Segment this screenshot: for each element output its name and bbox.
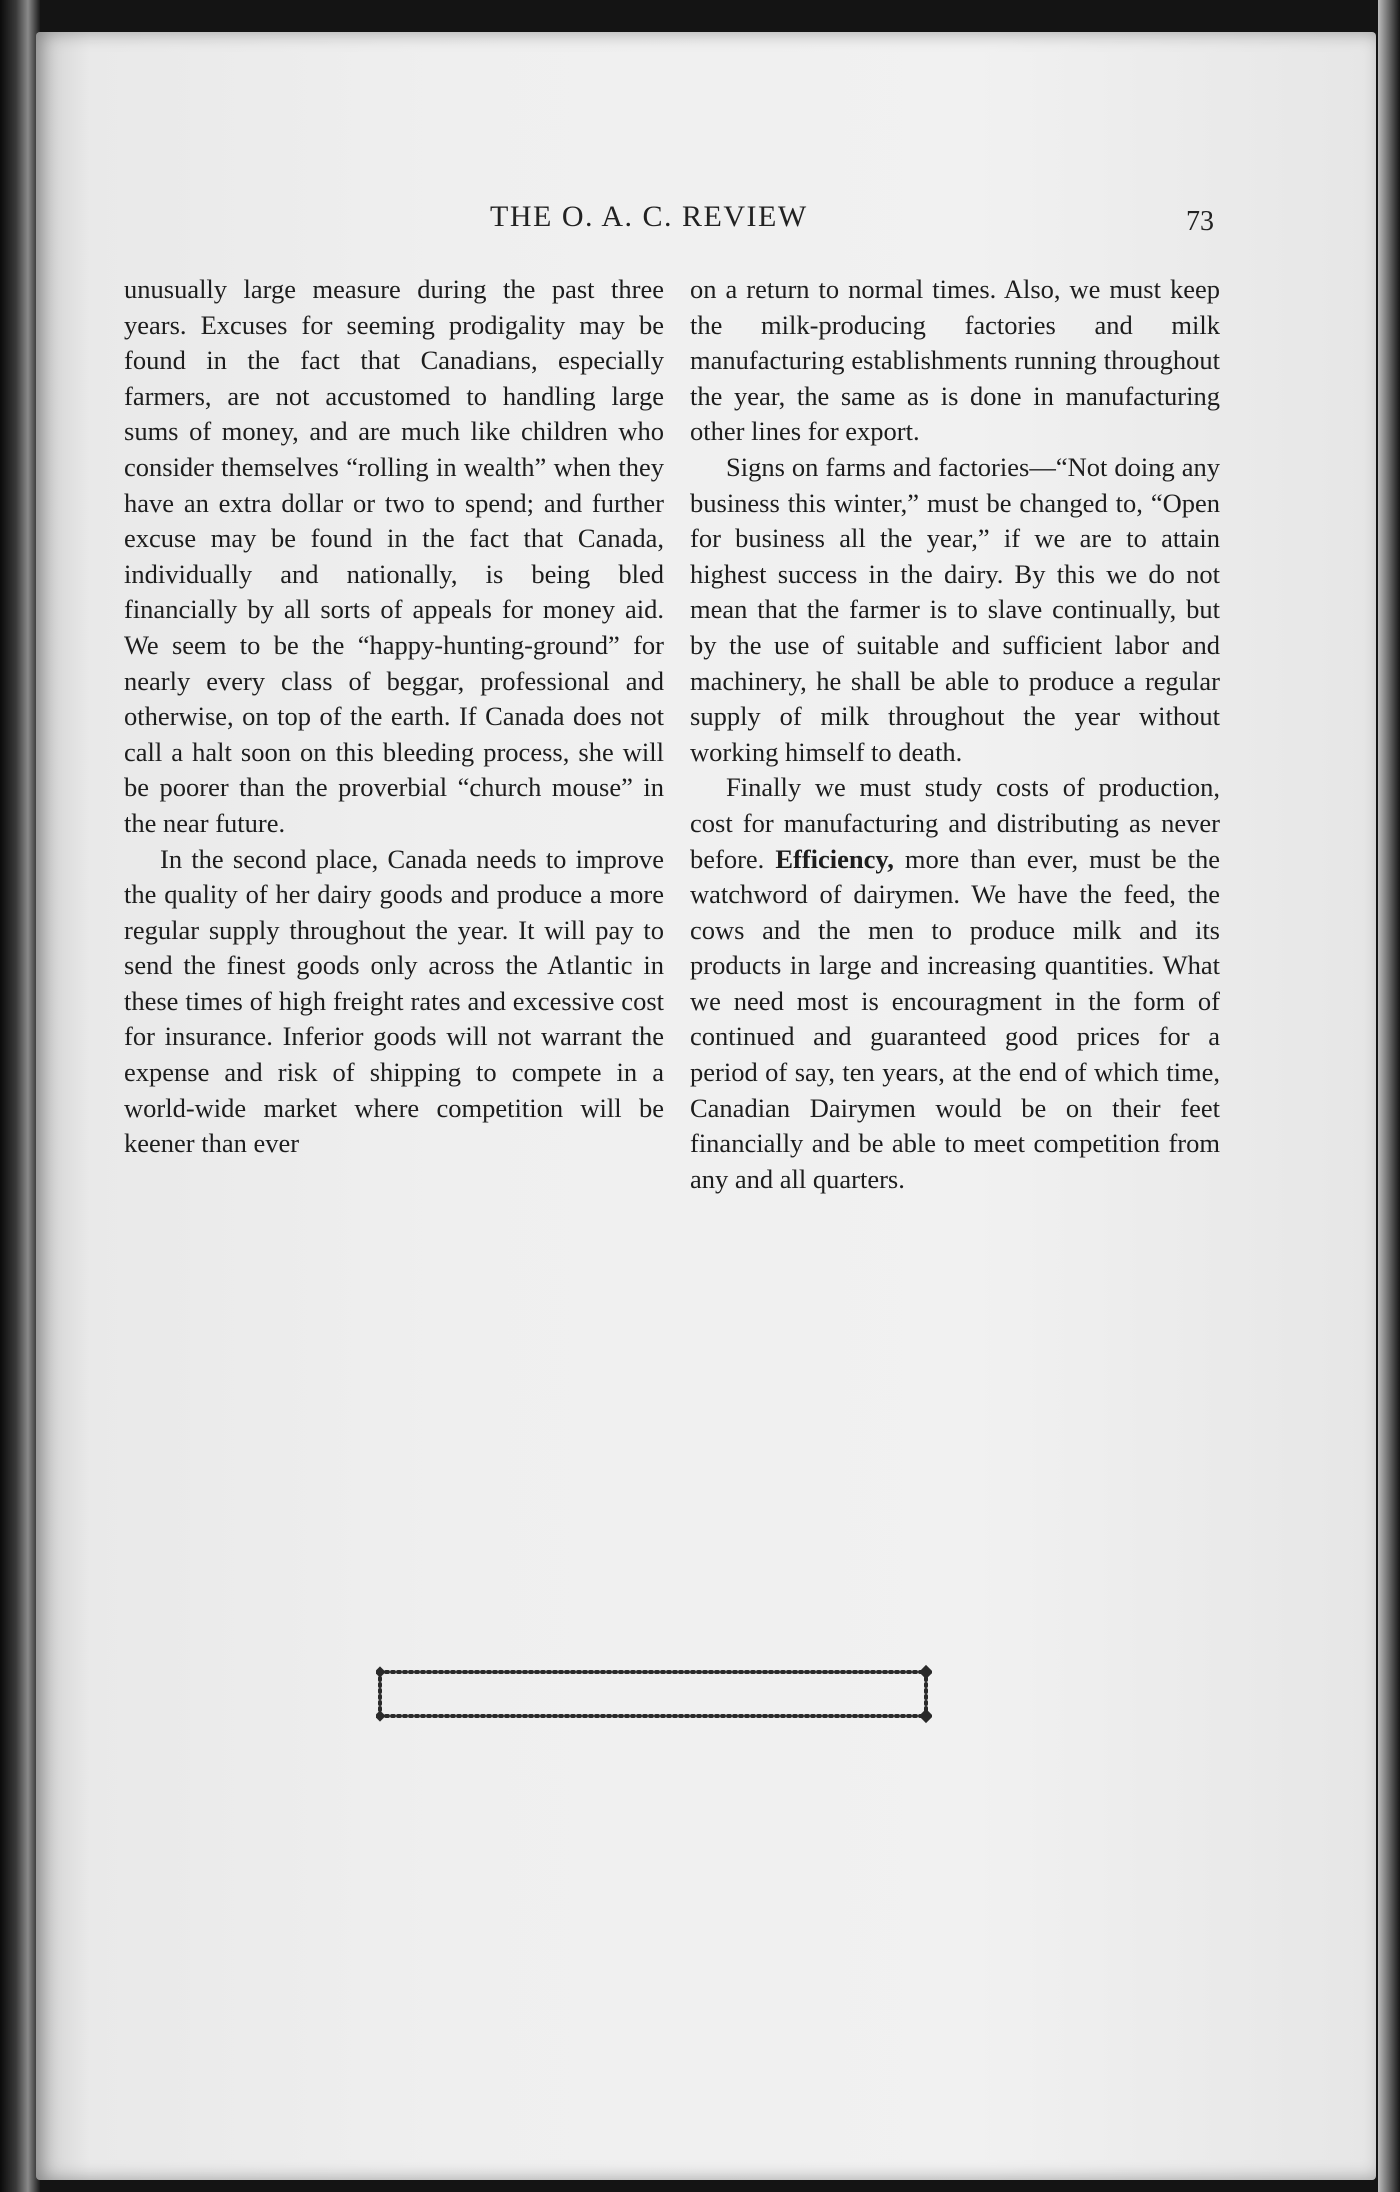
right-paragraph-2: Signs on farms and factories—“Not doing any business this winter,” must be changed to, “Open for business all the year,” if we are to attain highest success in the dairy. By this we do not mean that the farmer is to slave continually, but by the use of suitable and sufficient labor and machinery, he shall be able to produce a regular supply of milk throughout the year without working himself to death. [690, 451, 1220, 767]
right-paragraph-1: on a return to normal times. Also, we must keep the milk-producing factories and milk manufacturing establishments running throughout the year, the same as is done in manufacturing other lines for export. [690, 274, 1220, 447]
journal-title: THE O. A. C. REVIEW [490, 200, 808, 233]
right-paragraph-3-start: Finally we must study costs of production, cost for manufacturing and distributing as never before. [690, 772, 1220, 874]
page-edge-shadow [1378, 0, 1400, 2192]
left-paragraph-1: unusually large measure during the past three years. Excuses for seeming prodigality may be found in the fact that Canadians, especially farmers, are not accustomed to handling large sums of money, and are much like children who consider themselves “rolling in wealth” when they have an extra dollar or two to spend; and further excuse may be found in the fact that Canada, individually and nationally, is being bled financially by all sorts of appeals for money aid. We seem to be the “happy-hunting-ground” for nearly every class of beggar, professional and otherwise, on top of the earth. If Canada does not call a halt soon on this bleeding process, she will be poorer than the proverbial “church mouse” in the near future. [124, 274, 664, 838]
emphasis-efficiency: Efficiency, [775, 843, 894, 874]
right-paragraph-3 [690, 770, 1220, 1197]
right-column [690, 272, 1220, 1197]
left-paragraph-2: In the second place, Canada needs to improve the quality of her dairy goods and produce a more regular supply throughout the year. It will pay to send the finest goods only across the Atlantic in these times of high freight rates and excessive cost for insurance. Inferior goods will not warrant the expense and risk of shipping to compete in a world-wide market where competition will be keener than ever [124, 843, 664, 1159]
right-paragraph-3-end: more than ever, must be the watchword of dairymen. We have the feed, the cows and the men to produce milk and its products in large and increasing quantities. What we need most is encouragment in the form of continued and guaranteed good prices for a period of say, ten years, at the end of which time, Canadian Dairymen would be on their feet financially and be able to meet competition from any and all quarters. [690, 843, 1221, 1194]
dotted-border-ornament-icon [376, 1662, 932, 1726]
running-header [0, 200, 1400, 240]
left-column [124, 272, 664, 1162]
page-number: 73 [1186, 206, 1214, 237]
book-spine [0, 0, 40, 2192]
